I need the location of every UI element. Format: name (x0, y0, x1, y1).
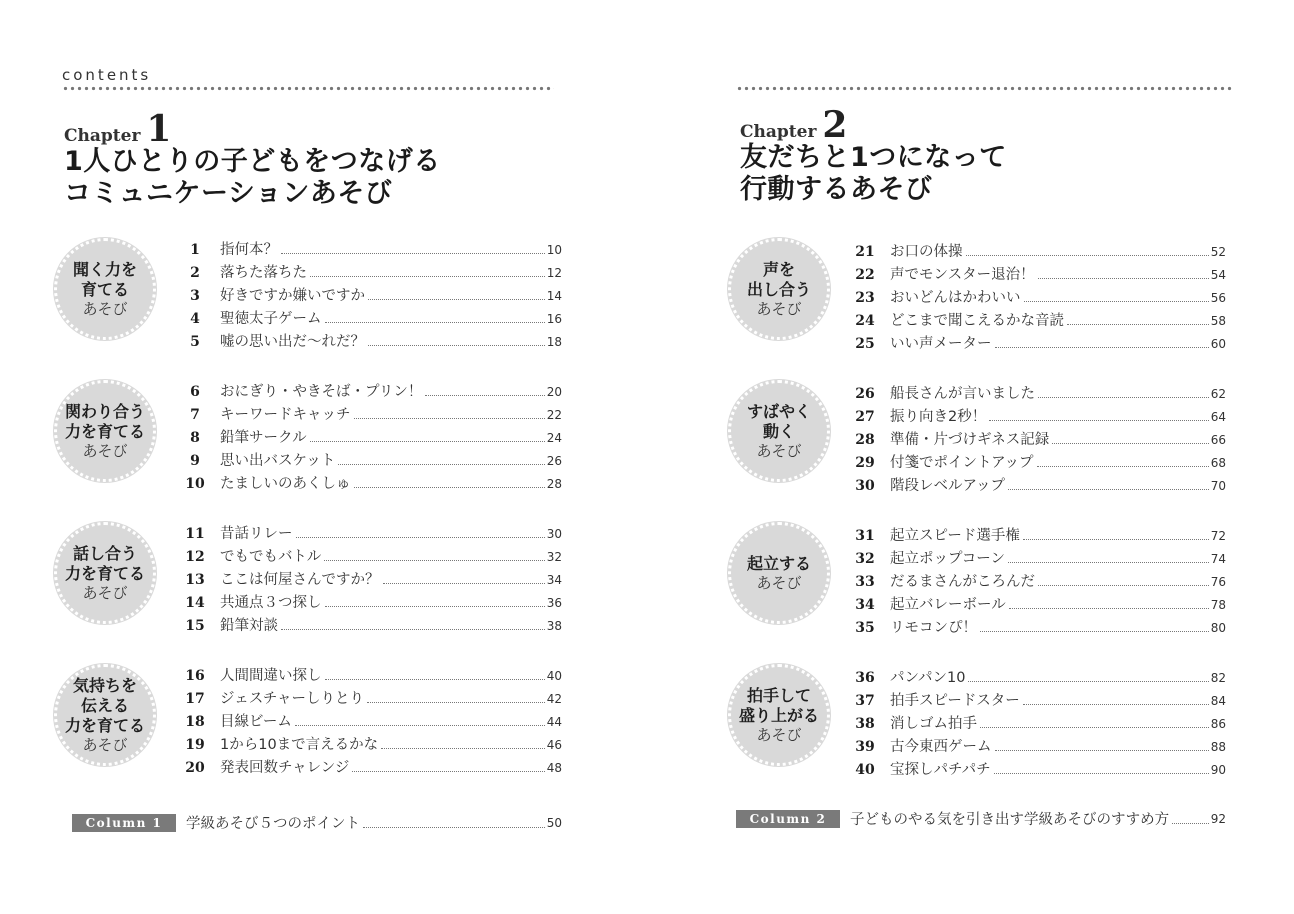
toc-entry[interactable] (850, 689, 1226, 711)
toc-entry[interactable] (850, 240, 1226, 262)
entry-number: 35 (855, 620, 875, 636)
dot-leader (1023, 704, 1209, 705)
entry-page: 90 (1210, 763, 1226, 777)
dot-leader (425, 395, 544, 396)
dot-leader (966, 255, 1209, 256)
right-page (660, 0, 1294, 914)
toc-entry[interactable] (850, 735, 1226, 757)
section-label-line: 話し合う (72, 543, 137, 563)
entry-number: 19 (185, 737, 205, 753)
entry-number: 36 (855, 670, 875, 686)
section-sub-label: あそび (756, 299, 802, 318)
entry-page: 16 (546, 312, 562, 326)
dot-leader (995, 750, 1209, 751)
section-badge (728, 380, 830, 482)
entry-page: 68 (1210, 456, 1226, 470)
entry-number: 9 (190, 453, 200, 469)
entry-number: 27 (855, 409, 875, 425)
entry-number: 12 (185, 549, 205, 565)
section-label-line: 盛り上がる (738, 705, 819, 725)
dot-leader (354, 487, 545, 488)
dot-leader (281, 253, 545, 254)
dot-leader (310, 441, 545, 442)
entry-title: ここは何屋さんですか？ (220, 572, 380, 588)
entry-title: 共通点３つ探し (220, 595, 322, 611)
dot-leader (354, 418, 545, 419)
section-badge (54, 664, 156, 766)
dot-leader (1052, 443, 1209, 444)
toc-entry[interactable] (850, 428, 1226, 450)
toc-entry[interactable] (180, 545, 562, 567)
entry-title: 昔話リレー (220, 526, 293, 542)
entry-title: 付箋でポイントアップ (890, 455, 1034, 471)
toc-entry[interactable] (180, 591, 562, 613)
toc-entry[interactable] (850, 593, 1226, 615)
dot-leader (1008, 489, 1209, 490)
dot-leader (325, 679, 545, 680)
entry-number: 14 (185, 595, 205, 611)
entry-title: 古今東西ゲーム (890, 739, 992, 755)
toc-entry[interactable] (180, 238, 562, 260)
section-badge (54, 238, 156, 340)
column-title: 学級あそび５つのポイント (186, 816, 360, 832)
entry-number: 7 (190, 407, 200, 423)
entry-page: 40 (546, 669, 562, 683)
toc-entry[interactable] (850, 758, 1226, 780)
dot-leader (1023, 539, 1209, 540)
dot-leader (994, 773, 1209, 774)
toc-entry[interactable] (180, 426, 562, 448)
section-label-line: 力を育てる (64, 563, 145, 583)
entry-title: 嘘の思い出だ〜れだ？ (220, 334, 365, 350)
toc-entry[interactable] (850, 286, 1226, 308)
entry-title: たましいのあくしゅ (220, 476, 351, 492)
entry-page: 80 (1210, 621, 1226, 635)
toc-entry[interactable] (850, 524, 1226, 546)
column-page: 50 (546, 815, 562, 830)
section-sub-label: あそび (756, 573, 802, 592)
dot-leader (968, 681, 1208, 682)
entry-title: だるまさんがころんだ (890, 574, 1035, 590)
entry-number: 30 (855, 478, 875, 494)
entry-number: 31 (855, 528, 875, 544)
section-label-line: 力を育てる (64, 421, 145, 441)
entry-number: 34 (855, 597, 875, 613)
entry-title: 階段レベルアップ (890, 478, 1005, 494)
section-badge (728, 664, 830, 766)
toc-entry[interactable] (180, 522, 562, 544)
entry-number: 20 (185, 760, 205, 776)
toc-entry[interactable] (850, 332, 1226, 354)
toc-entry[interactable] (850, 666, 1226, 688)
column-entry[interactable] (736, 808, 1226, 829)
entry-page: 34 (546, 573, 562, 587)
entry-title: 起立ポップコーン (890, 551, 1005, 567)
entry-number: 24 (855, 313, 875, 329)
entry-number: 6 (190, 384, 200, 400)
toc-entry[interactable] (850, 712, 1226, 734)
entry-title: 準備・片づけギネス記録 (890, 432, 1050, 448)
toc-entry[interactable] (180, 664, 562, 686)
entry-title: 拍手スピードスター (890, 693, 1020, 709)
chapter-number: 1 (146, 108, 172, 150)
entry-number: 11 (185, 526, 205, 542)
section-label-line: 起立する (746, 553, 811, 573)
dot-leader (1024, 301, 1209, 302)
entry-title: お口の体操 (890, 244, 963, 260)
toc-entry[interactable] (850, 451, 1226, 473)
entry-title: 鉛筆サークル (220, 430, 307, 446)
entry-number: 17 (185, 691, 205, 707)
entry-page: 70 (1210, 479, 1226, 493)
dot-leader (281, 629, 545, 630)
dot-leader (338, 464, 544, 465)
entry-page: 18 (546, 335, 562, 349)
toc-entry[interactable] (850, 309, 1226, 331)
entry-page: 26 (546, 454, 562, 468)
entry-page: 88 (1210, 740, 1226, 754)
section-sub-label: あそび (756, 441, 802, 460)
section-label-line: 伝える (80, 695, 129, 715)
section-label-line: 関わり合う (64, 401, 145, 421)
contents-label: contents (62, 66, 152, 84)
entry-number: 21 (855, 244, 875, 260)
column-entry[interactable] (72, 812, 562, 833)
toc-entry[interactable] (180, 403, 562, 425)
entry-page: 58 (1210, 314, 1226, 328)
column-title: 子どものやる気を引き出す学級あそびのすすめ方 (850, 812, 1170, 828)
entry-number: 23 (855, 290, 875, 306)
entry-number: 37 (855, 693, 875, 709)
entry-number: 26 (855, 386, 875, 402)
dot-leader (1172, 813, 1209, 824)
chapter-number: 2 (822, 104, 848, 146)
entry-page: 48 (546, 761, 562, 775)
section-label-line: 声を (762, 259, 795, 279)
entry-page: 44 (546, 715, 562, 729)
toc-entry[interactable] (180, 756, 562, 778)
entry-title: ジェスチャーしりとり (220, 691, 364, 707)
toc-entry[interactable] (850, 570, 1226, 592)
section-label-line: 気持ちを (72, 675, 137, 695)
toc-entry[interactable] (850, 547, 1226, 569)
toc-entry[interactable] (850, 616, 1226, 638)
entry-page: 20 (546, 385, 562, 399)
dot-leader (1067, 324, 1209, 325)
entry-number: 5 (190, 334, 200, 350)
dot-leader (368, 345, 545, 346)
entry-title: 宝探しパチパチ (890, 762, 991, 778)
header-dotted-rule (62, 86, 554, 91)
toc-entry[interactable] (180, 614, 562, 636)
toc-entry[interactable] (180, 307, 562, 329)
section-label-line: すばやく (746, 401, 811, 421)
dot-leader (325, 322, 545, 323)
toc-entry[interactable] (180, 284, 562, 306)
entry-page: 14 (546, 289, 562, 303)
chapter-heading (64, 108, 171, 150)
entry-page: 86 (1210, 717, 1226, 731)
chapter-title (64, 146, 441, 210)
header-dotted-rule (736, 86, 1232, 91)
dot-leader (325, 606, 545, 607)
dot-leader (296, 537, 545, 538)
entry-number: 28 (855, 432, 875, 448)
entry-title: 落ちた落ちた (220, 265, 307, 281)
entry-title: でもでもバトル (220, 549, 322, 565)
entry-page: 46 (546, 738, 562, 752)
section-label-line: 聞く力を (72, 259, 137, 279)
section-label-line: 拍手して (746, 685, 811, 705)
entry-title: 起立スピード選手権 (890, 528, 1020, 544)
dot-leader (1038, 397, 1209, 398)
entry-page: 32 (546, 550, 562, 564)
entry-title: 振り向き2秒！ (890, 409, 987, 425)
toc-entry[interactable] (180, 449, 562, 471)
entry-number: 10 (185, 476, 205, 492)
entry-number: 25 (855, 336, 875, 352)
entry-page: 28 (546, 477, 562, 491)
section-sub-label: あそび (756, 725, 802, 744)
dot-leader (352, 771, 544, 772)
entry-title: 船長さんが言いました (890, 386, 1035, 402)
dot-leader (324, 560, 545, 561)
section-sub-label: あそび (82, 441, 128, 460)
entry-page: 60 (1210, 337, 1226, 351)
dot-leader (989, 420, 1208, 421)
entry-title: おいどんはかわいい (890, 290, 1021, 306)
entry-page: 30 (546, 527, 562, 541)
section-badge (54, 522, 156, 624)
entry-number: 16 (185, 668, 205, 684)
toc-entry[interactable] (180, 380, 562, 402)
entry-number: 3 (190, 288, 200, 304)
toc-entry[interactable] (180, 733, 562, 755)
column-badge: Column 2 (736, 810, 840, 828)
dot-leader (367, 702, 545, 703)
dot-leader (980, 727, 1209, 728)
dot-leader (1008, 562, 1209, 563)
entry-title: 人間間違い探し (220, 668, 322, 684)
entry-title: 聖徳太子ゲーム (220, 311, 322, 327)
entry-number: 22 (855, 267, 875, 283)
chapter-title-line: コミュニケーションあそび (64, 178, 393, 209)
entry-title: どこまで聞こえるかな音読 (890, 313, 1064, 329)
section-sub-label: あそび (82, 583, 128, 602)
entry-number: 4 (190, 311, 200, 327)
entry-title: 鉛筆対談 (220, 618, 278, 634)
chapter-title-line: 行動するあそび (740, 174, 933, 205)
toc-entry[interactable] (850, 382, 1226, 404)
chapter-title (740, 142, 1007, 206)
chapter-title-line: 1人ひとりの子どもをつなげる (64, 146, 441, 177)
entry-number: 1 (190, 242, 200, 258)
entry-title: リモコンぴ！ (890, 620, 977, 636)
dot-leader (1009, 608, 1209, 609)
chapter-title-line: 友だちと1つになって (740, 142, 1007, 173)
entry-title: 目線ビーム (220, 714, 292, 730)
toc-entry[interactable] (850, 474, 1226, 496)
section-badge (728, 522, 830, 624)
entry-number: 32 (855, 551, 875, 567)
section-label-line: 出し合う (746, 279, 811, 299)
entry-page: 64 (1210, 410, 1226, 424)
entry-number: 2 (190, 265, 200, 281)
entry-title: 声でモンスター退治！ (890, 267, 1035, 283)
toc-entry[interactable] (180, 710, 562, 732)
entry-page: 84 (1210, 694, 1226, 708)
entry-title: 好きですか嫌いですか (220, 288, 365, 304)
entry-page: 56 (1210, 291, 1226, 305)
section-label-line: 育てる (80, 279, 129, 299)
entry-number: 39 (855, 739, 875, 755)
dot-leader (1038, 585, 1209, 586)
dot-leader (381, 748, 545, 749)
entry-page: 72 (1210, 529, 1226, 543)
entry-number: 29 (855, 455, 875, 471)
entry-page: 42 (546, 692, 562, 706)
entry-number: 38 (855, 716, 875, 732)
entry-title: パンパン10 (890, 670, 966, 686)
dot-leader (1037, 466, 1209, 467)
entry-page: 38 (546, 619, 562, 633)
entry-page: 76 (1210, 575, 1226, 589)
entry-title: 指何本？ (220, 242, 278, 258)
chapter-word: Chapter (64, 126, 141, 146)
toc-entry[interactable] (180, 568, 562, 590)
entry-number: 15 (185, 618, 205, 634)
entry-page: 10 (546, 243, 562, 257)
entry-title: 発表回数チャレンジ (220, 760, 350, 776)
entry-number: 13 (185, 572, 205, 588)
entry-page: 36 (546, 596, 562, 610)
entry-page: 62 (1210, 387, 1226, 401)
entry-page: 82 (1210, 671, 1226, 685)
entry-page: 52 (1210, 245, 1226, 259)
entry-title: いい声メーター (890, 336, 992, 352)
entry-title: キーワードキャッチ (220, 407, 351, 423)
section-badge (728, 238, 830, 340)
entry-number: 40 (855, 762, 875, 778)
dot-leader (1038, 278, 1209, 279)
entry-page: 74 (1210, 552, 1226, 566)
entry-title: 1から10まで言えるかな (220, 737, 379, 753)
entry-number: 8 (190, 430, 200, 446)
toc-entry[interactable] (850, 263, 1226, 285)
chapter-word: Chapter (740, 122, 817, 142)
toc-entry[interactable] (180, 261, 562, 283)
dot-leader (368, 299, 545, 300)
dot-leader (383, 583, 545, 584)
entry-title: おにぎり・やきそば・プリン！ (220, 384, 423, 400)
dot-leader (980, 631, 1209, 632)
chapter-heading (740, 104, 847, 146)
entry-number: 18 (185, 714, 205, 730)
dot-leader (363, 817, 545, 828)
entry-page: 78 (1210, 598, 1226, 612)
toc-entry[interactable] (850, 405, 1226, 427)
section-label-line: 力を育てる (64, 715, 145, 735)
toc-entry[interactable] (180, 472, 562, 494)
entry-page: 12 (546, 266, 562, 280)
dot-leader (295, 725, 545, 726)
entry-page: 54 (1210, 268, 1226, 282)
section-label-line: 動く (762, 421, 795, 441)
section-sub-label: あそび (82, 735, 128, 754)
entry-title: 思い出バスケット (220, 453, 336, 469)
entry-page: 24 (546, 431, 562, 445)
column-badge: Column 1 (72, 814, 176, 832)
entry-title: 消しゴム拍手 (890, 716, 977, 732)
left-page (0, 0, 640, 914)
entry-page: 22 (546, 408, 562, 422)
column-page: 92 (1210, 811, 1226, 826)
entry-title: 起立バレーボール (890, 597, 1006, 613)
toc-entry[interactable] (180, 330, 562, 352)
entry-number: 33 (855, 574, 875, 590)
toc-entry[interactable] (180, 687, 562, 709)
section-sub-label: あそび (82, 299, 128, 318)
section-badge (54, 380, 156, 482)
dot-leader (310, 276, 545, 277)
dot-leader (995, 347, 1209, 348)
entry-page: 66 (1210, 433, 1226, 447)
